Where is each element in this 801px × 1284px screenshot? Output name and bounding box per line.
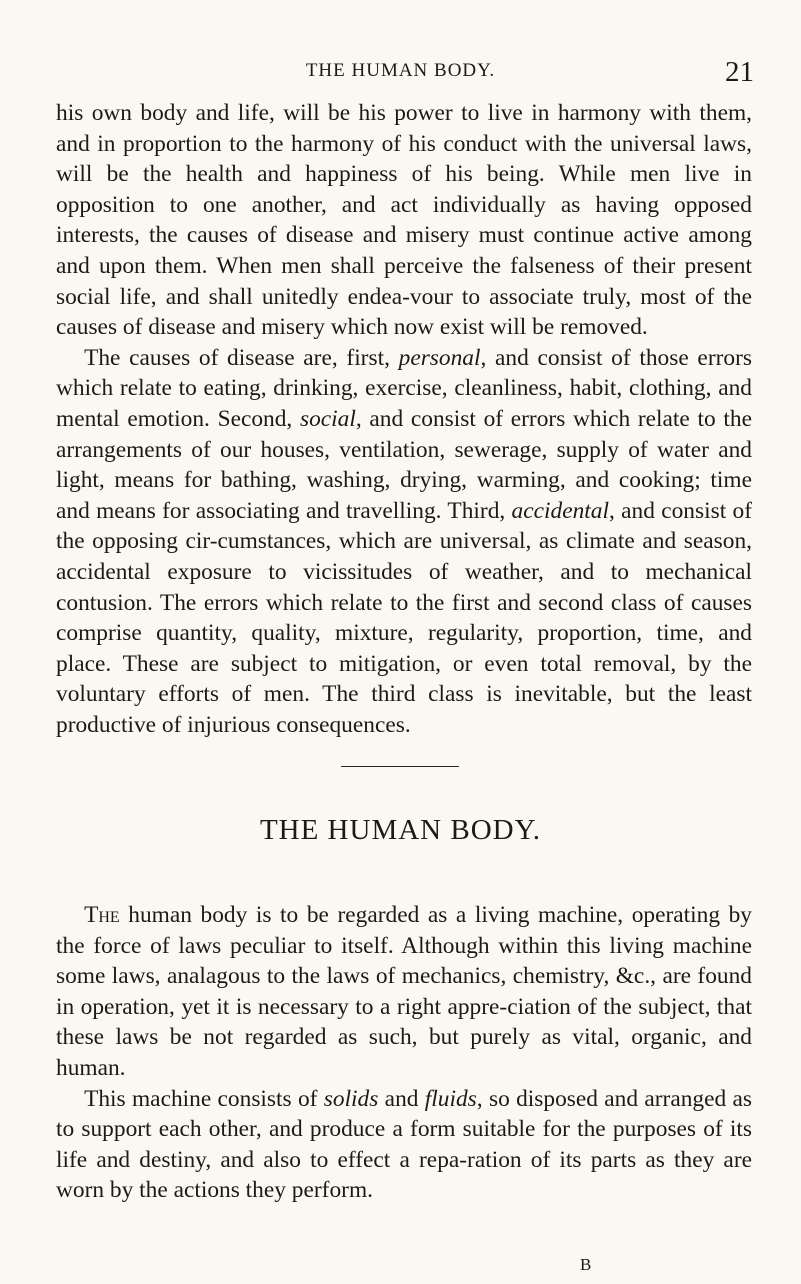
text-run: , and consist of the opposing cir-cumstances, which are universal, as climate and season, accidental exposure to vicissitudes of weather, and to mechanical contusion. The errors which relate to the first and second class of causes comprise quantity, quality, mixture, regularity, proportion, time, and place. These are subject to mitigation, or even total removal, by the voluntary efforts of men. The third class is inevitable, but the least productive of injurious consequences.: [56, 497, 752, 738]
text-run: his own body and life, will be his power to live in harmony with them, and in proportion to the harmony of his conduct with the universal laws, will be the health and happiness of his being. While men live in opposition to one another, and act individually as having opposed interests, the causes of disease and misery must continue active among and upon them. When men shall perceive the falseness of their present social life, and shall unitedly endea-vour to associate truly, most of the causes of disease and misery which now exist will be removed.: [56, 100, 752, 341]
italic-text: social: [299, 405, 356, 432]
italic-text: fluids: [424, 1085, 477, 1112]
running-title: THE HUMAN BODY.: [305, 60, 496, 81]
italic-text: accidental: [511, 497, 609, 524]
italic-text: solids: [323, 1085, 379, 1112]
text-run: , so disposed and arranged as to support each other, and produce a form suitable for the purposes of its life and destiny, and also to effect a repa-ration of its parts as they are worn by the actions they perform.: [56, 1085, 753, 1204]
text-run: , and consist of errors which relate to the arrangements of our houses, ventilation, sewerage, supply of water and light, means for bathing, washing, drying, warming, and cooking; time and means for associating and travelling. Third,: [56, 405, 752, 524]
text-run: human body is to be regarded as a living machine, operating by the force of laws peculiar to itself. Although within this living machine some laws, analagous to the laws of mechanics, chemistry, &c., are found in operation, yet it is necessary to a right appre-ciation of the subject, that these laws be not regarded as such, but purely as vital, organic, and human.: [56, 902, 752, 1081]
smallcaps-text: The: [84, 902, 120, 928]
section-heading: THE HUMAN BODY.: [259, 814, 542, 846]
body-text-bottom: [56, 900, 752, 1206]
running-head: [0, 56, 801, 86]
text-run: and: [378, 1085, 425, 1112]
text-run: The causes of disease are, first,: [84, 344, 399, 371]
text-run: This machine consists of: [84, 1085, 324, 1112]
page-number: 21: [725, 56, 754, 88]
section-divider-rule: [341, 766, 459, 767]
paragraph: [56, 98, 752, 343]
italic-text: personal: [398, 344, 481, 371]
paragraph: [56, 1084, 752, 1206]
signature-mark: B: [580, 1255, 592, 1274]
paragraph: [56, 900, 752, 1084]
body-text-top: [56, 98, 752, 740]
text-run: , and consist of those errors which relate to eating, drinking, exercise, cleanliness, habit, clothing, and mental emotion. Second,: [56, 344, 752, 432]
paragraph: [56, 343, 752, 741]
